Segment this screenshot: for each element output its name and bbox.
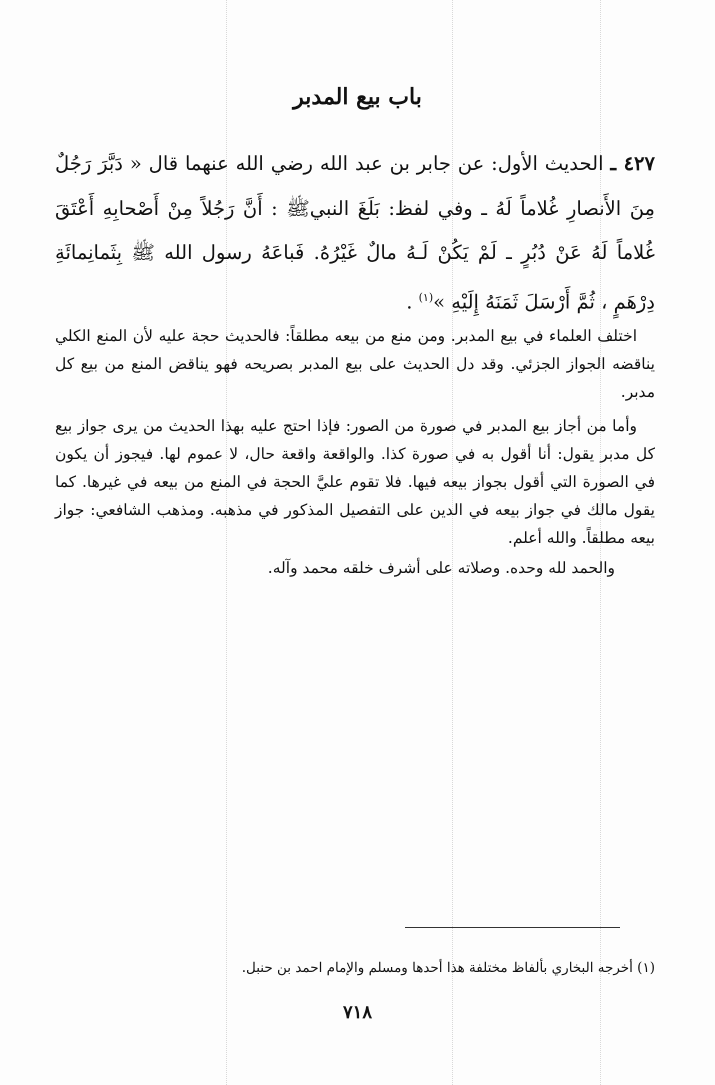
commentary-block	[55, 322, 655, 588]
hadith-text: الحديث الأول: عن جابر بن عبد الله رضي الله عنهما قال « دَبَّرَ رَجُلٌ مِنَ الأَنصارِ غُلاماً لَهُ ـ وفي لفظ: بَلَغَ النبيﷺ : أَنَّ رَجُلاً مِنْ أَصْحابِهِ أَعْتَقَ غُلاماً لَهُ عَنْ دُبُرٍ ـ لَمْ يَكُنْ لَـهُ مالٌ غَيْرُهُ. فَباعَهُ رسول الله ﷺ بِثَمانِمائَةِ دِرْهَمٍ ، ثُمَّ أَرْسَلَ ثَمَنَهُ إِلَيْهِ »	[55, 152, 655, 313]
closing-line: والحمد لله وحده. وصلاته على أشرف خلقه محمد وآله.	[267, 559, 615, 577]
page-number: ٧١٨	[342, 1002, 372, 1023]
commentary-paragraph: اختلف العلماء في بيع المدبر. ومن منع من بيعه مطلقاً: فالحديث حجة عليه لأن المنع الكلي يناقضه الجواز الجزئي. وقد دل الحديث على بيع المدبر بصريحه فهو يناقض المنع من بيع كل مدبر.	[55, 327, 655, 401]
footnote-divider	[405, 927, 620, 928]
footnote-text: (١) أخرجه البخاري بألفاظ مختلفة هذا أحدها ومسلم والإمام احمد بن حنبل.	[241, 960, 655, 976]
hadith-paragraph	[55, 142, 655, 325]
hadith-block	[55, 142, 655, 325]
chapter-title: باب بيع المدبر	[293, 84, 422, 110]
hadith-end: .	[406, 290, 419, 313]
hadith-number: ٤٢٧ ـ	[610, 152, 655, 175]
commentary-paragraph: وأما من أجاز بيع المدبر في صورة من الصور: فإذا احتج عليه بهذا الحديث من يرى جواز بيع كل مدبر يقول: أنا أقول به في صورة كذا. والواقعة واقعة حال، لا عموم لها. فيجوز أن يكون في الصورة التي أقول بجواز بيعه فيها. فلا تقوم عليَّ الحجة في المنع من بيعه في غيرها. كما يقول مالك في جواز بيعه في الدين على التفصيل المذكور في مذهبه. ومذهب الشافعي: جواز بيعه مطلقاً. والله أعلم.	[55, 417, 655, 547]
footnote-marker: (١)	[418, 290, 434, 304]
